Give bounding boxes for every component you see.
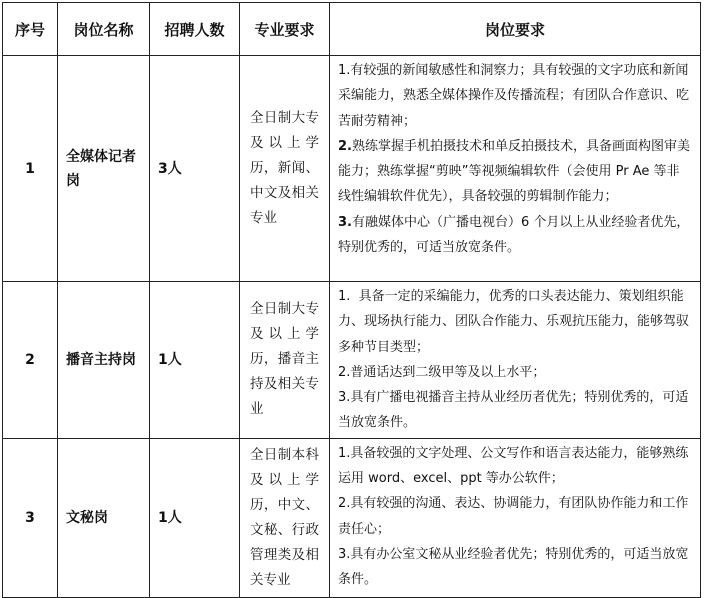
item-number: 2. (338, 364, 351, 380)
header-no: 序号 (3, 3, 58, 56)
item-text: 有较强的新闻敏感性和洞察力；具有较强的文字功底和新闻采编能力，熟悉全媒体操作及传播流程；有团队合作意识、吃苦耐劳精神； (338, 63, 690, 129)
table-row (3, 438, 701, 597)
row-position: 全媒体记者岗 (58, 56, 150, 282)
item-text: 具备一定的采编能力，优秀的口头表达能力、策划组织能力、现场执行能力、团队合作能力、乐观抗压能力，能够驾驭多种节目类型； (338, 289, 690, 355)
header-major: 专业要求 (240, 3, 330, 56)
requirement-item (338, 441, 692, 492)
row-no: 1 (3, 56, 58, 282)
item-number: 1. (338, 289, 351, 304)
row-major: 全日制大专及以上学历，新闻、中文及相关专业 (240, 56, 330, 282)
item-number: 3. (338, 546, 351, 562)
row-count: 3人 (150, 56, 240, 282)
row-position: 文秘岗 (58, 438, 150, 597)
item-text: 具有较强的沟通、表达、协调能力，有团队协作能力和工作责任心； (338, 496, 689, 537)
item-number: 3. (338, 390, 351, 406)
item-number: 2. (338, 496, 351, 512)
requirement-item (338, 134, 692, 210)
table-row (3, 282, 701, 439)
row-no: 2 (3, 282, 58, 439)
item-text: 具有办公室文秘从业经验者优先；特别优秀的，可适当放宽条件。 (338, 546, 689, 588)
item-text: 普通话达到二级甲等及以上水平； (350, 364, 546, 380)
recruitment-table (2, 2, 701, 598)
row-requirements (330, 438, 701, 597)
row-requirements (330, 56, 701, 282)
requirement-item (338, 491, 692, 542)
requirement-item (338, 360, 692, 385)
requirement-item (338, 58, 692, 134)
item-text: 具备较强的文字处理、公文写作和语言表达能力，能够熟练运用 word、excel、ppt 等办公软件； (338, 445, 689, 487)
item-text: 具有广播电视播音主持从业经历者优先；特别优秀的，可适当放宽条件。 (338, 390, 689, 431)
requirement-item (338, 210, 692, 261)
table-row (3, 56, 701, 282)
row-position: 播音主持岗 (58, 282, 150, 439)
row-major: 全日制大专及以上学历，播音主持及相关专业 (240, 282, 330, 439)
header-requirements: 岗位要求 (330, 3, 701, 56)
item-number: 2. (338, 138, 352, 154)
item-number: 1. (338, 445, 351, 461)
requirement-item (338, 385, 692, 436)
row-count: 1人 (150, 282, 240, 439)
row-count: 1人 (150, 438, 240, 597)
header-row (3, 3, 701, 56)
item-number: 1. (338, 63, 351, 78)
item-number: 3. (338, 214, 352, 230)
header-position: 岗位名称 (58, 3, 150, 56)
item-text: 熟练掌握手机拍摄技术和单反拍摄技术，具备画面构图审美能力；熟练掌握“剪映”等视频编辑软件（会使用 Pr Ae 等非线性编辑软件优先），具备较强的剪辑制作能力； (338, 138, 690, 205)
requirement-item (338, 542, 692, 593)
item-text: 有融媒体中心（广播电视台）6 个月以上从业经验者优先，特别优秀的，可适当放宽条件。 (338, 214, 690, 256)
requirement-item (338, 284, 692, 360)
row-no: 3 (3, 438, 58, 597)
row-major: 全日制本科及以上学历，中文、文秘、行政管理类及相关专业 (240, 438, 330, 597)
row-requirements (330, 282, 701, 439)
header-count: 招聘人数 (150, 3, 240, 56)
